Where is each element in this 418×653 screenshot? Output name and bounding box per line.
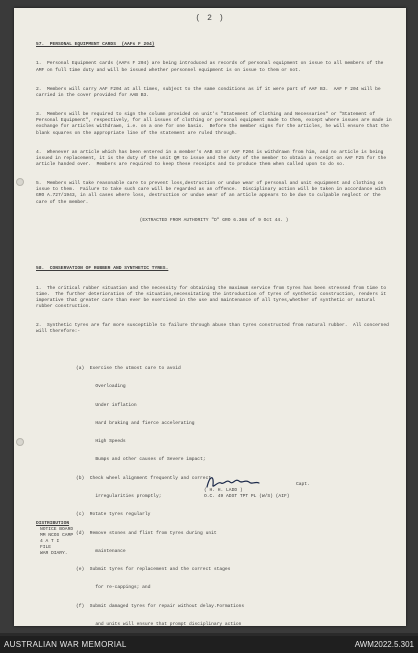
section-57-paragraph: 2. Members will carry AAF F204 at all times, subject to the same conditions as if it were part of AAF B3. AAF F 204 will be carried in the cover provided for AAB B3.: [36, 86, 384, 98]
signatory-rank: Capt.: [296, 482, 310, 487]
section-57-paragraph: 4. Whenever an article which has been entered in a member's AAB 83 or AAF F204 is withdrawn from him, and no article is being issued in replacement, it is the duty of the unit QM to issue and the duty of the member to obtain a receipt on AAF F25 for the article handed over. Members are required to keep these receipts and to produce them when called upon to do so.: [36, 149, 389, 167]
list-item: Hard braking and fierce accelerating: [76, 420, 195, 426]
distribution-item: 4 A T I: [40, 539, 60, 545]
section-58-paragraph: 2. Synthetic tyres are far more susceptible to failure through abuse than tyres constructed from natural rubber. All concerned will therefore:-: [36, 323, 392, 335]
section-57-paragraph: 1. Personal Equipment cards (AAFs F 204) are being introduced as records of personal equipment on issue to all members of the AMF on full time duty and will be issued whether personnel equipment is on issue to them or not.: [36, 61, 387, 73]
footer-institution: AUSTRALIAN WAR MEMORIAL: [4, 640, 127, 649]
section-57-paragraph: 5. Members will take reasonable care to prevent loss,destruction or undue wear of personal and unit equipment and clothing on issue to them. Failure to take such care will be regarded as an offence. Disciplinary action will be taken in accordance with GRO A.727/1943, in all cases where loss, destruction or undue wear of an article appears to be due to culpable neglect or the care of the member.: [36, 181, 389, 205]
section-58-paragraph: 1. The critical rubber situation and the necessity for obtaining the maximum service from tyres has been stressed from time to time. The further deterioration of the situation,necessitating the introduction of tyres of synthetic construction, renders it imperative that greater care than ever be exercised in the use and maintenance of all tyres,whether of synthetic or natural rubber construction.: [36, 285, 389, 310]
list-item: High Speeds: [76, 439, 126, 445]
list-item: (e) Submit tyres for replacement and the correct stages: [76, 567, 231, 573]
signatory-unit: O.C. 49 ADST TPT PL (W/S) (AIF): [204, 494, 290, 500]
punch-hole-top: [16, 178, 24, 186]
section-57-reference: (EXTRACTED FROM AUTHORITY "D" GRO 6.368 of 9 Oct 44. ): [139, 217, 289, 223]
distribution-item: MM NCOS CAMP: [40, 533, 74, 539]
distribution-item: NOTICE BOARD: [40, 527, 74, 533]
section-57-paragraph: 3. Members will be required to sign the column provided on unit's "Statement of Clothing and Necessaries" or "Statement of Personal Equipment", respectively, for all issues of clothing or personal equipment made to them, except where issues are made in exchange for articles withdrawn, i.e. on a one for one basis. Before the member signs for the articles, he will ensure that the blank squares on the appropriate line of the statement are ruled through.: [36, 112, 395, 136]
section-58-heading: 58. CONSERVATION OF RUBBER AND SYNTHETIC TYRES.: [36, 266, 169, 272]
distribution-heading: DISTRIBUTION: [36, 521, 70, 526]
distribution-item: FILE: [40, 545, 52, 551]
section-57-heading: 57. PERSONAL EQUIPMENT CARDS (AAFs F 204): [36, 42, 155, 48]
distribution-list: [36, 521, 176, 558]
list-item: Bumps and other causes of Severe impact;: [76, 457, 206, 463]
list-item: maintenance: [76, 548, 126, 554]
list-item: and units will ensure that prompt disciplinary action: [76, 621, 242, 626]
list-item: (d) Remove stones and flint from tyres during unit: [76, 530, 217, 536]
footer-accession-number: AWM2022.5.301: [354, 640, 414, 649]
distribution-item: WAR DIARY.: [40, 551, 68, 557]
list-item: irregularities promptly;: [76, 493, 162, 499]
page-number: ( 2 ): [195, 14, 225, 23]
archive-footer: [0, 636, 418, 653]
signatory-name: ( H. H. LADD ): [204, 488, 243, 494]
punch-hole-bottom: [16, 438, 24, 446]
list-item: Overloading: [76, 384, 126, 390]
list-item: (a) Exercise the utmost care to avoid: [76, 365, 181, 371]
list-item: (f) Submit damaged tyres for repair without delay.Formations: [76, 603, 245, 609]
list-item: Under inflation: [76, 402, 137, 408]
signature-block: [204, 482, 374, 500]
document-page: [14, 8, 406, 626]
list-item: for re-cappings; and: [76, 585, 151, 591]
list-item: (b) Check wheel alignment frequently and correct: [76, 475, 212, 481]
list-item: (c) Rotate tyres regularly: [76, 512, 151, 518]
